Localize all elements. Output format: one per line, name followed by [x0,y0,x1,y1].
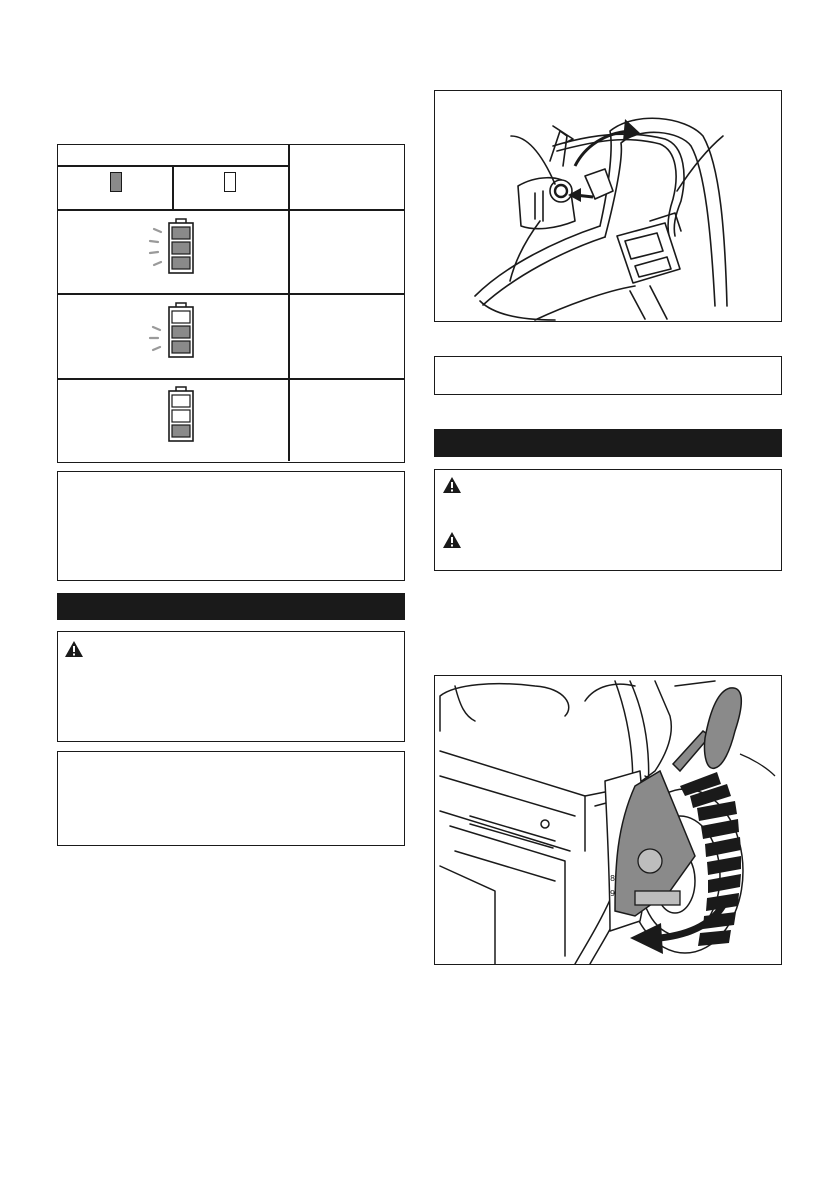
height-adjust-figure [434,675,782,965]
svg-text:9: 9 [610,889,616,898]
warning-box [434,469,782,571]
handle-switch-figure [434,90,782,322]
battery-icon [140,217,200,277]
handle-illustration [435,91,781,321]
table-rule [58,293,404,295]
warning-triangle-icon [442,531,462,549]
warning-triangle-icon [64,640,84,658]
section-heading-bar [57,593,405,620]
table-rule [172,165,174,210]
warning-triangle-icon [442,476,462,494]
battery-icon [140,385,200,445]
table-rule [58,378,404,380]
legend-off-segment-icon [224,172,236,192]
battery-icon [140,301,200,361]
table-rule [58,209,404,211]
legend-lit-segment-icon [110,172,122,192]
height-lever-illustration [435,676,781,964]
table-rule [288,145,290,461]
warning-box [57,631,405,742]
note-box [57,471,405,581]
note-box [434,356,782,395]
note-box [57,751,405,846]
svg-text:8: 8 [610,874,616,883]
section-heading-bar [434,429,782,457]
battery-indicator-table [57,144,405,463]
